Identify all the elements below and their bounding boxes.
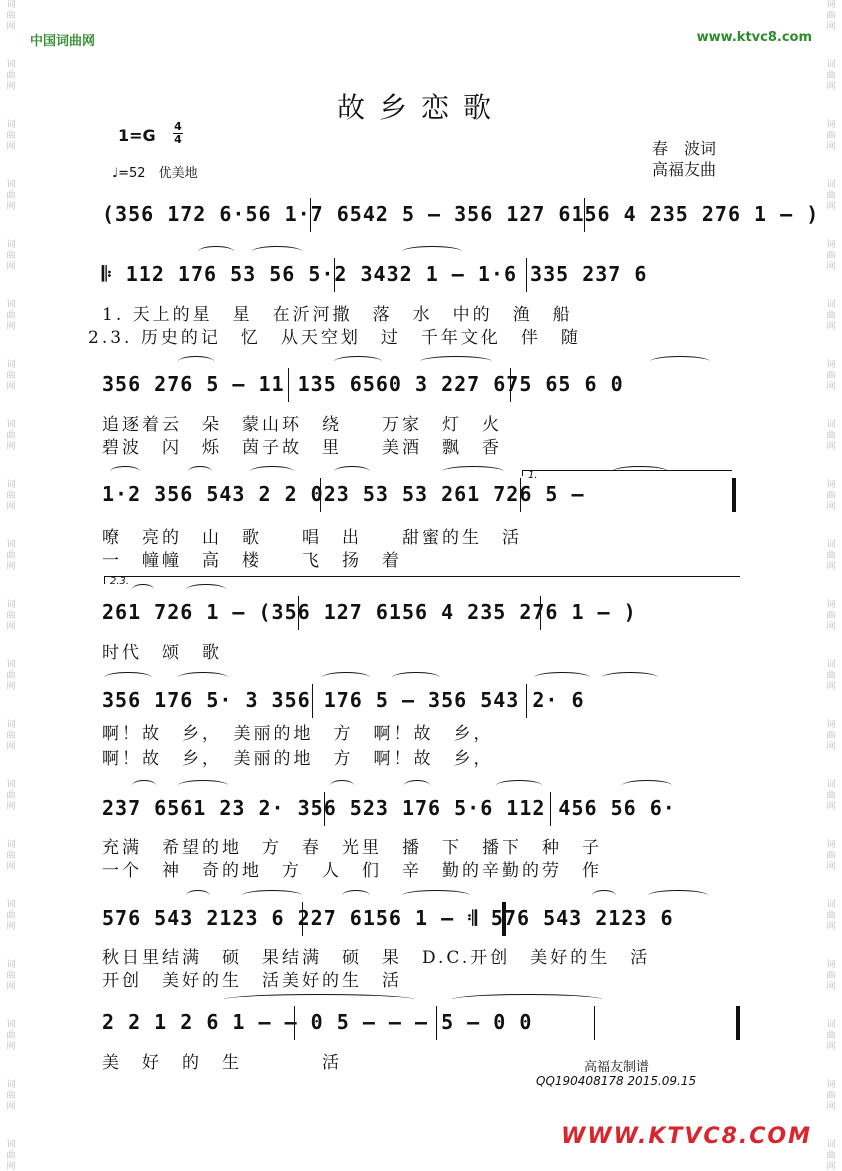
final-barline (736, 1006, 740, 1040)
side-watermark-char: 词 (826, 600, 836, 610)
side-watermark-char: 词 (826, 120, 836, 130)
side-watermark-group (0, 1020, 22, 1080)
slur (186, 890, 210, 901)
side-watermark-char: 曲 (826, 611, 836, 621)
side-watermark-char: 网 (6, 502, 16, 512)
staff-ending (102, 576, 740, 630)
volta-line (104, 576, 740, 577)
side-watermark-char: 曲 (826, 191, 836, 201)
key-signature: 1=G (118, 126, 156, 145)
repeat-end-barline (502, 902, 506, 936)
volta-label: 2.3. (110, 576, 130, 587)
side-watermark-char: 网 (6, 82, 16, 92)
side-watermark-char: 网 (6, 442, 16, 452)
slur (496, 780, 542, 791)
side-watermark-char: 曲 (6, 431, 16, 441)
volta-bracket (104, 576, 105, 584)
tie (224, 994, 414, 1005)
side-watermark-char: 词 (6, 480, 16, 490)
staff-chorus-1 (102, 684, 740, 718)
side-watermark-group (0, 780, 22, 840)
side-watermark-char: 词 (6, 300, 16, 310)
slur (612, 466, 668, 477)
side-watermark-char: 曲 (6, 371, 16, 381)
side-watermark-group (820, 960, 842, 1020)
staff-verse-3 (102, 470, 740, 512)
side-watermark-char: 曲 (826, 551, 836, 561)
lyric-line-2: 碧波 闪 烁 茵子故 里 美酒 飘 香 (102, 438, 502, 458)
side-watermark-group (0, 720, 22, 780)
side-watermark-char: 词 (826, 240, 836, 250)
side-watermark-char: 曲 (6, 491, 16, 501)
side-watermark-char: 曲 (6, 311, 16, 321)
side-watermark-char: 网 (6, 382, 16, 392)
side-watermark-char: 词 (826, 1080, 836, 1090)
side-watermark-char: 曲 (6, 1031, 16, 1041)
side-watermark-char: 网 (826, 382, 836, 392)
side-watermark-group (820, 300, 842, 360)
lyric-line-2: 2.3. 历史的记 忆 从天空划 过 千年文化 伴 随 (88, 328, 581, 348)
lyric-line-1: 1. 天上的星 星 在沂河撒 落 水 中的 渔 船 (102, 305, 573, 325)
side-watermark-char: 网 (826, 502, 836, 512)
slur (334, 356, 382, 367)
side-watermark-char: 词 (6, 960, 16, 970)
side-watermark-group (820, 360, 842, 420)
side-watermark-char: 网 (6, 742, 16, 752)
staff-notes: 576 543 2123 6 227 6156 1 – 𝄇 576 543 2123 6 (102, 906, 674, 930)
side-watermark-char: 曲 (826, 851, 836, 861)
side-watermark-char: 曲 (6, 911, 16, 921)
side-watermark-char: 曲 (826, 1091, 836, 1101)
barline (540, 596, 541, 630)
contact-date: QQ190408178 2015.09.15 (536, 1074, 697, 1088)
meter-bottom: 4 (174, 133, 182, 146)
side-watermark-char: 网 (826, 1162, 836, 1171)
side-watermark-char: 网 (826, 82, 836, 92)
slur (330, 780, 354, 791)
side-watermark-group (820, 600, 842, 660)
side-watermark-char: 词 (6, 180, 16, 190)
barline (302, 902, 303, 936)
side-watermark-group (820, 1080, 842, 1140)
side-watermark-char: 曲 (826, 131, 836, 141)
tempo-marking: ♩=52 优美地 (112, 166, 198, 181)
staff-notes: 237 6561 23 2· 356 523 176 5·6 112 456 56 6· (102, 796, 676, 820)
barline (298, 596, 299, 630)
song-title: 故乡恋歌 (336, 91, 505, 124)
side-watermark-char: 网 (6, 1102, 16, 1112)
arranger-credit: 高福友制谱 (584, 1060, 650, 1075)
side-watermark-char: 曲 (826, 1031, 836, 1041)
meter-top: 4 (174, 120, 182, 133)
side-watermark-char: 曲 (6, 1091, 16, 1101)
barline (294, 1006, 295, 1040)
side-watermark-char: 网 (826, 22, 836, 32)
slur (602, 672, 658, 683)
barline (310, 198, 311, 232)
side-watermark-char: 词 (6, 840, 16, 850)
slur (186, 584, 226, 595)
side-watermark-group (820, 540, 842, 600)
composer-credit: 高福友曲 (652, 160, 717, 179)
side-watermark-char: 词 (6, 360, 16, 370)
side-watermark-char: 词 (6, 720, 16, 730)
side-watermark-char: 网 (6, 142, 16, 152)
slur (592, 890, 616, 901)
staff-chorus-3 (102, 902, 740, 936)
side-watermark-char: 曲 (826, 671, 836, 681)
staff-verse-1 (102, 258, 740, 292)
side-watermark-group (0, 360, 22, 420)
side-watermark-char: 曲 (6, 671, 16, 681)
side-watermark-group (0, 480, 22, 540)
side-watermark-char: 曲 (6, 731, 16, 741)
side-watermark-char: 词 (6, 1140, 16, 1150)
staff-notes: 1·2 356 543 2 2 023 53 53 261 726 5 – (102, 482, 585, 506)
side-watermark-char: 曲 (6, 611, 16, 621)
slur (648, 890, 708, 901)
slur (132, 584, 154, 595)
side-watermark-group (820, 1020, 842, 1080)
side-watermark-char: 曲 (826, 371, 836, 381)
staff-coda (102, 1006, 740, 1040)
repeat-end-barline (732, 478, 736, 512)
staff-intro (102, 198, 820, 232)
side-watermark-char: 曲 (6, 191, 16, 201)
side-watermark-char: 词 (6, 1080, 16, 1090)
side-watermark-char: 词 (6, 660, 16, 670)
side-watermark-char: 网 (826, 922, 836, 932)
lyric-line-1: 嘹 亮的 山 歌 唱 出 甜蜜的生 活 (102, 528, 522, 548)
side-watermark-char: 曲 (826, 791, 836, 801)
slur (132, 780, 156, 791)
slur (534, 672, 590, 683)
left-side-watermark (0, 0, 22, 1171)
side-watermark-group (0, 0, 22, 60)
barline (320, 478, 321, 512)
side-watermark-group (0, 660, 22, 720)
side-watermark-group (820, 480, 842, 540)
slur (242, 890, 302, 901)
lyric-line-2: 啊！故 乡， 美丽的地 方 啊！故 乡， (102, 749, 494, 769)
slur (404, 780, 430, 791)
side-watermark-char: 曲 (6, 251, 16, 261)
lyric-line-1: 追逐着云 朵 蒙山环 绕 万家 灯 火 (102, 415, 502, 435)
side-watermark-char: 曲 (6, 1151, 16, 1161)
volta-line (522, 470, 732, 471)
staff-notes: 356 176 5· 3 356 176 5 – 356 543 2· 6 (102, 688, 585, 712)
side-watermark-char: 词 (6, 540, 16, 550)
side-watermark-char: 曲 (6, 971, 16, 981)
side-watermark-char: 词 (826, 840, 836, 850)
side-watermark-char: 词 (826, 0, 836, 10)
side-watermark-char: 曲 (6, 551, 16, 561)
side-watermark-char: 词 (6, 600, 16, 610)
staff-notes: 261 726 1 – (356 127 6156 4 235 276 1 – ) (102, 600, 637, 624)
slur (342, 890, 370, 901)
side-watermark-group (820, 900, 842, 960)
side-watermark-char: 网 (6, 322, 16, 332)
side-watermark-char: 网 (826, 682, 836, 692)
staff-chorus-2 (102, 792, 740, 826)
side-watermark-char: 词 (6, 120, 16, 130)
barline (520, 478, 521, 512)
side-watermark-group (0, 1140, 22, 1171)
side-watermark-char: 曲 (6, 11, 16, 21)
lyric-line-1: 时代 颂 歌 (102, 643, 222, 663)
side-watermark-char: 曲 (826, 311, 836, 321)
site-watermark-logo: WWW.KTVC8.COM (561, 1124, 812, 1149)
slur (188, 466, 212, 477)
site-url-right[interactable]: www.ktvc8.com (696, 30, 812, 45)
side-watermark-char: 词 (826, 300, 836, 310)
side-watermark-group (0, 300, 22, 360)
side-watermark-char: 网 (826, 982, 836, 992)
side-watermark-char: 曲 (826, 491, 836, 501)
lyric-line-1: 秋日里结满 硕 果结满 硕 果 D.C.开创 美好的生 活 (102, 948, 651, 968)
side-watermark-group (0, 120, 22, 180)
side-watermark-group (820, 180, 842, 240)
barline (436, 1006, 437, 1040)
side-watermark-char: 词 (6, 0, 16, 10)
side-watermark-char: 网 (826, 742, 836, 752)
barline (584, 198, 585, 232)
staff-notes: 356 276 5 – 11 135 6560 3 227 675 65 6 0 (102, 372, 624, 396)
barline (594, 1006, 595, 1040)
side-watermark-char: 网 (6, 202, 16, 212)
slur (110, 466, 140, 477)
barline (526, 258, 527, 292)
barline (334, 258, 335, 292)
side-watermark-char: 曲 (826, 11, 836, 21)
side-watermark-char: 词 (6, 240, 16, 250)
side-watermark-group (820, 780, 842, 840)
side-watermark-char: 词 (826, 660, 836, 670)
time-signature (173, 121, 183, 146)
side-watermark-char: 网 (6, 982, 16, 992)
side-watermark-char: 曲 (826, 911, 836, 921)
staff-notes: 2 2 1 2 6 1 – – 0 5 – – – 5 – 0 0 (102, 1010, 533, 1034)
side-watermark-char: 曲 (826, 731, 836, 741)
side-watermark-char: 词 (826, 480, 836, 490)
side-watermark-char: 词 (6, 900, 16, 910)
side-watermark-char: 网 (6, 22, 16, 32)
side-watermark-char: 网 (6, 262, 16, 272)
side-watermark-group (820, 660, 842, 720)
slur (334, 466, 370, 477)
side-watermark-char: 词 (826, 1020, 836, 1030)
lyricist-credit: 春 波词 (652, 139, 717, 158)
slur (622, 780, 672, 791)
slur (650, 356, 710, 367)
barline (510, 368, 511, 402)
side-watermark-group (0, 900, 22, 960)
side-watermark-char: 网 (6, 862, 16, 872)
slur (178, 780, 228, 791)
slur (322, 672, 370, 683)
side-watermark-char: 网 (6, 922, 16, 932)
side-watermark-char: 词 (826, 1140, 836, 1150)
side-watermark-char: 曲 (6, 851, 16, 861)
right-side-watermark (820, 0, 842, 1171)
side-watermark-char: 网 (826, 262, 836, 272)
side-watermark-char: 词 (6, 780, 16, 790)
barline (312, 684, 313, 718)
side-watermark-char: 网 (826, 322, 836, 332)
volta-label: 1. (528, 470, 538, 481)
slur (402, 890, 470, 901)
side-watermark-char: 词 (826, 900, 836, 910)
slur (402, 246, 462, 257)
lyric-line-2: 一 幢幢 高 楼 飞 扬 着 (102, 551, 402, 571)
side-watermark-group (0, 420, 22, 480)
side-watermark-char: 网 (826, 202, 836, 212)
side-watermark-char: 网 (826, 1102, 836, 1112)
side-watermark-group (0, 180, 22, 240)
side-watermark-group (820, 840, 842, 900)
side-watermark-char: 网 (826, 862, 836, 872)
side-watermark-group (820, 120, 842, 180)
slur (420, 356, 492, 367)
side-watermark-char: 网 (826, 622, 836, 632)
side-watermark-group (820, 240, 842, 300)
side-watermark-char: 词 (6, 1020, 16, 1030)
side-watermark-char: 词 (826, 540, 836, 550)
side-watermark-char: 网 (6, 622, 16, 632)
side-watermark-char: 网 (6, 562, 16, 572)
side-watermark-char: 网 (826, 1042, 836, 1052)
lyric-line-1: 充满 希望的地 方 春 光里 播 下 播下 种 子 (102, 838, 602, 858)
side-watermark-char: 曲 (826, 251, 836, 261)
side-watermark-char: 词 (6, 60, 16, 70)
side-watermark-group (0, 1080, 22, 1140)
side-watermark-char: 词 (826, 180, 836, 190)
side-watermark-char: 网 (6, 682, 16, 692)
barline (550, 792, 551, 826)
slur (252, 246, 302, 257)
side-watermark-char: 曲 (6, 791, 16, 801)
slur (250, 466, 294, 477)
side-watermark-char: 网 (826, 442, 836, 452)
side-watermark-char: 曲 (826, 71, 836, 81)
barline (324, 792, 325, 826)
site-name-left[interactable]: 中国词曲网 (30, 34, 96, 49)
slur (178, 356, 214, 367)
staff-verse-2 (102, 368, 740, 402)
side-watermark-char: 曲 (826, 971, 836, 981)
staff-notes: (356 172 6·56 1·7 6542 5 – 356 127 6156 4 235 276 1 – ) (102, 202, 820, 226)
side-watermark-group (0, 240, 22, 300)
side-watermark-char: 网 (826, 802, 836, 812)
side-watermark-char: 网 (6, 1162, 16, 1171)
side-watermark-char: 词 (826, 720, 836, 730)
side-watermark-char: 词 (6, 420, 16, 430)
barline (288, 368, 289, 402)
lyric-line-2: 开创 美好的生 活美好的生 活 (102, 971, 402, 991)
side-watermark-group (0, 840, 22, 900)
lyric-line-2: 一个 神 奇的地 方 人 们 辛 勤的辛勤的劳 作 (102, 861, 602, 881)
tie (452, 994, 602, 1005)
side-watermark-char: 网 (826, 562, 836, 572)
lyric-line-1: 美 好 的 生 活 (102, 1053, 342, 1073)
side-watermark-group (820, 1140, 842, 1171)
lyric-line-1: 啊！故 乡， 美丽的地 方 啊！故 乡， (102, 724, 494, 744)
side-watermark-group (0, 960, 22, 1020)
side-watermark-char: 网 (6, 802, 16, 812)
side-watermark-char: 曲 (826, 431, 836, 441)
slur (198, 246, 234, 257)
side-watermark-group (0, 600, 22, 660)
slur (442, 466, 504, 477)
side-watermark-char: 词 (826, 60, 836, 70)
slur (392, 672, 440, 683)
side-watermark-char: 词 (826, 420, 836, 430)
side-watermark-group (820, 420, 842, 480)
staff-notes: 𝄆 112 176 53 56 5·2 3432 1 – 1·6 335 237 6 (102, 262, 648, 286)
side-watermark-group (820, 720, 842, 780)
side-watermark-char: 词 (826, 780, 836, 790)
barline (526, 684, 527, 718)
side-watermark-group (820, 0, 842, 60)
side-watermark-char: 词 (826, 360, 836, 370)
side-watermark-char: 曲 (6, 71, 16, 81)
slur (104, 672, 152, 683)
side-watermark-char: 词 (826, 960, 836, 970)
side-watermark-char: 网 (826, 142, 836, 152)
slur (178, 672, 228, 683)
side-watermark-group (0, 540, 22, 600)
side-watermark-char: 曲 (826, 1151, 836, 1161)
side-watermark-char: 曲 (6, 131, 16, 141)
side-watermark-char: 网 (6, 1042, 16, 1052)
